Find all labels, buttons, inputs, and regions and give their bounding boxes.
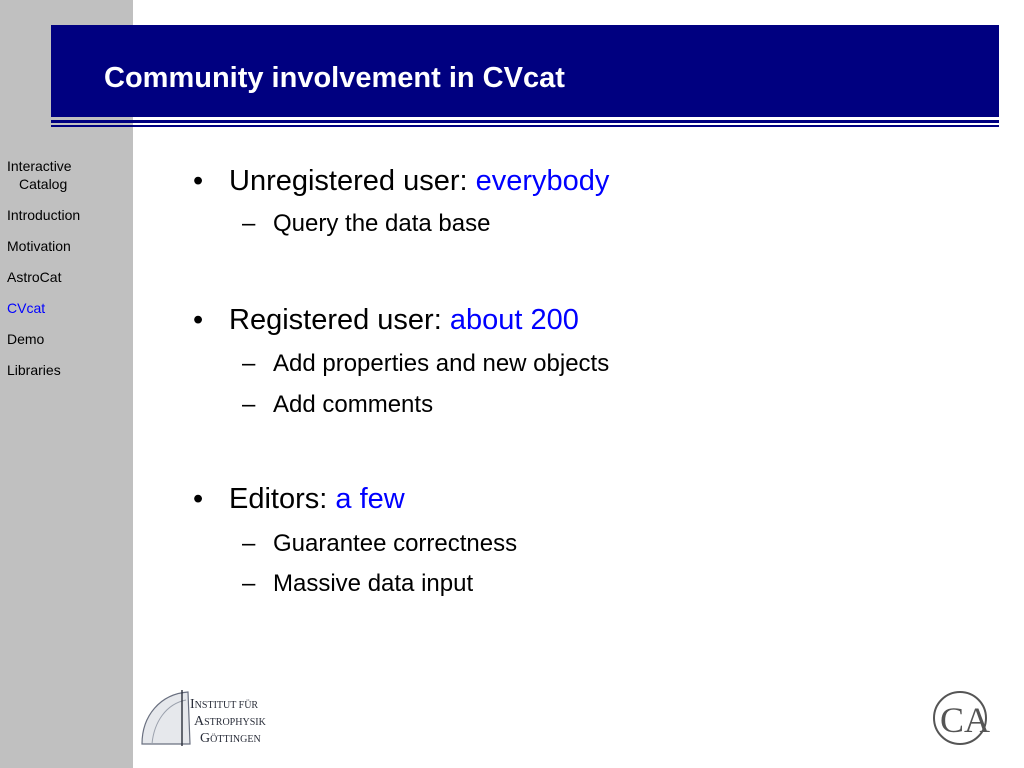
sub-item: [242, 350, 609, 378]
bullet-highlight: about 200: [449, 304, 579, 336]
bullet-label: Unregistered user:: [229, 165, 468, 197]
logo-line-2: ASTROPHYSIK: [194, 714, 266, 729]
bullet-mark: •: [193, 483, 204, 515]
sidebar-item-label: Motivation: [7, 238, 71, 254]
bullet-label: Registered user:: [229, 304, 442, 336]
sidebar-item-label: CVcat: [7, 300, 46, 316]
institute-logo: [138, 688, 290, 748]
bullet-highlight: everybody: [475, 165, 610, 197]
bullet-label: Editors:: [229, 483, 328, 515]
sidebar-nav: [7, 157, 131, 392]
title-bar: [51, 25, 999, 117]
sub-item: [242, 391, 433, 419]
sidebar-item-demo[interactable]: [7, 330, 131, 348]
bullet-item: [193, 164, 609, 198]
sub-item: [242, 570, 473, 598]
logo-line-3: GÖTTINGEN: [200, 731, 261, 746]
observatory-dome-icon: [142, 692, 190, 744]
sidebar-item-label: AstroCat: [7, 269, 62, 285]
sidebar-item-astrocat[interactable]: [7, 268, 131, 286]
sidebar-item-introduction[interactable]: [7, 206, 131, 224]
title-underline-thin: [51, 125, 999, 127]
sidebar-item-label: Demo: [7, 331, 45, 347]
title-underline-thick: [51, 120, 999, 123]
seal-monogram: CA: [940, 700, 991, 740]
sidebar-item-label: Interactive: [7, 158, 72, 174]
bullet-item: [193, 482, 405, 516]
sidebar-item-libraries[interactable]: [7, 361, 131, 379]
bullet-mark: •: [193, 304, 204, 336]
bullet-item: [193, 303, 579, 337]
university-seal: [926, 688, 996, 748]
sub-mark: –: [242, 570, 256, 597]
sidebar-item-cvcat[interactable]: [7, 299, 131, 317]
logo-line-1: INSTITUT FÜR: [190, 697, 259, 712]
sub-item-text: Massive data input: [273, 570, 474, 597]
sidebar-item-label: Libraries: [7, 362, 61, 378]
sub-mark: –: [242, 350, 256, 377]
sub-item-text: Add comments: [273, 391, 434, 418]
sidebar-item-motivation[interactable]: [7, 237, 131, 255]
sub-item: [242, 530, 517, 558]
sub-mark: –: [242, 210, 256, 237]
sidebar-item-interactive-catalog[interactable]: [7, 157, 131, 193]
sub-item-text: Query the data base: [273, 210, 491, 237]
sidebar-item-label: Introduction: [7, 207, 81, 223]
sub-mark: –: [242, 530, 256, 557]
bullet-mark: •: [193, 165, 204, 197]
page-title: Community involvement in CVcat: [104, 62, 565, 94]
sub-item-text: Guarantee correctness: [273, 530, 518, 557]
sub-item: [242, 210, 490, 238]
sub-mark: –: [242, 391, 256, 418]
sub-item-text: Add properties and new objects: [273, 350, 610, 377]
sidebar-item-label-line2: Catalog: [19, 176, 68, 192]
bullet-highlight: a few: [335, 483, 405, 515]
